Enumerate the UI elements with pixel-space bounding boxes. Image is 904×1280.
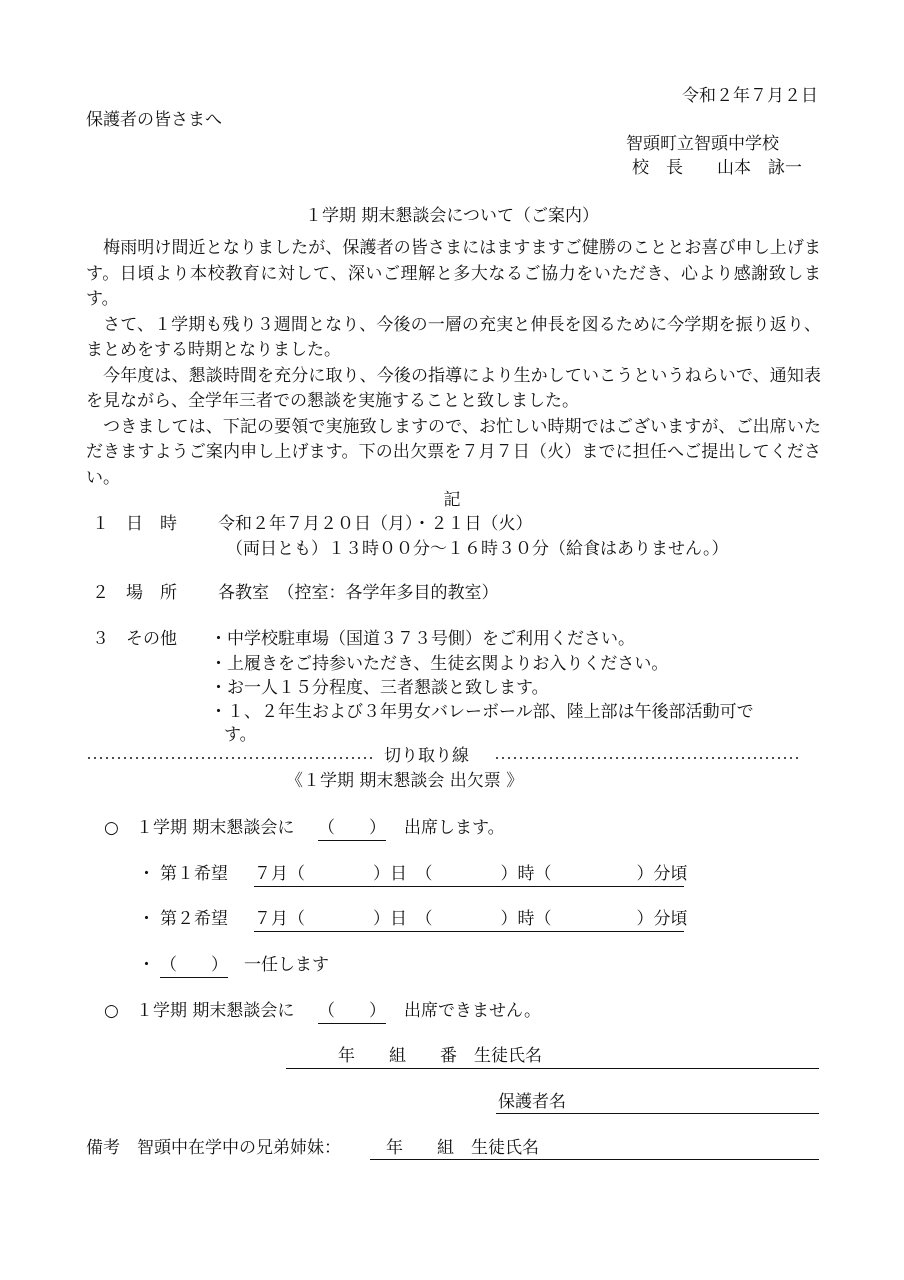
absent-suffix: 出席できません。 bbox=[404, 1001, 542, 1021]
guardian-label: 保護者名 bbox=[498, 1092, 566, 1112]
wish1-time-field[interactable]: ７月（ ）日 （ ）時（ ）分頃 bbox=[254, 866, 684, 887]
student-line-label: 年 組 番 生徒氏名 bbox=[338, 1046, 542, 1066]
sibling-name-field[interactable] bbox=[370, 1159, 819, 1160]
leave-checkbox[interactable]: （ ） bbox=[160, 957, 228, 978]
ki-heading: 記 bbox=[443, 490, 461, 510]
attend-suffix: 出席します。 bbox=[404, 818, 505, 838]
body-text bbox=[86, 236, 821, 491]
sibling-line-label: 年 組 生徒氏名 bbox=[386, 1138, 539, 1158]
absent-checkbox[interactable]: （ ） bbox=[318, 1003, 386, 1024]
document-title: １学期 期末懇談会について（ご案内） bbox=[304, 206, 600, 226]
document-date: 令和２年７月２日 bbox=[682, 86, 818, 106]
item-datetime-label: １ 日 時 bbox=[92, 514, 177, 534]
principal-name: 校 長 山本 詠一 bbox=[632, 158, 802, 178]
attend-checkbox[interactable]: （ ） bbox=[318, 820, 386, 841]
note-label: 備考 智頭中在学中の兄弟姉妹： bbox=[86, 1138, 341, 1158]
body-paragraph: 今年度は、懇談時間を充分に取り、今後の指導により生かしていこうというねらいで、通知表を見ながら、全学年三者での懇談を実施することと致しました。 bbox=[86, 365, 821, 411]
cut-line-dots-right bbox=[494, 757, 800, 759]
absent-mark: ○ bbox=[104, 1001, 119, 1021]
wish1-label: 第１希望 bbox=[160, 864, 228, 884]
attend-mark: ○ bbox=[104, 818, 119, 838]
leave-suffix: 一任します bbox=[244, 955, 329, 975]
school-name: 智頭町立智頭中学校 bbox=[626, 134, 779, 154]
body-paragraph: 梅雨明け間近となりましたが、保護者の皆さまにはますますご健勝のこととお喜び申し上げます。日頃より本校教育に対して、深いご理解と多大なるご協力をいただき、心より感謝致します。 bbox=[86, 238, 821, 309]
attend-prefix: １学期 期末懇談会に bbox=[136, 818, 295, 838]
item-place-value: 各教室 （控室：各学年多目的教室） bbox=[218, 583, 499, 603]
guardian-name-field[interactable] bbox=[496, 1113, 819, 1114]
wish2-bullet: ・ bbox=[138, 909, 155, 929]
recipient: 保護者の皆さまへ bbox=[86, 110, 222, 130]
item-other-label: ３ その他 bbox=[92, 629, 177, 649]
item-other-bullet: ・１、２年生および３年男女バレーボール部、陸上部は午後部活動可で bbox=[210, 702, 754, 722]
item-other-bullet: ・お一人１５分程度、三者懇談と致します。 bbox=[210, 678, 549, 698]
item-other-bullet: ・上履きをご持参いただき、生徒玄関よりお入りください。 bbox=[210, 654, 669, 674]
item-place-label: ２ 場 所 bbox=[92, 583, 177, 603]
form-title: 《１学期 期末懇談会 出欠票 》 bbox=[286, 771, 524, 791]
cut-line-dots-left bbox=[86, 757, 376, 759]
body-paragraph: さて、１学期も残り３週間となり、今後の一層の充実と伸長を図るために今学期を振り返り、まとめをする時期となりました。 bbox=[86, 314, 821, 360]
cut-line bbox=[86, 748, 821, 768]
body-paragraph: つきましては、下記の要領で実施致しますので、お忙しい時期ではございますが、ご出席いただきますようご案内申し上げます。下の出欠票を７月７日（火）までに担任へご提出してください。 bbox=[86, 416, 821, 488]
leave-bullet: ・ bbox=[138, 955, 155, 975]
item-datetime-line1: 令和２年７月２０日（月）・２１日（火） bbox=[218, 514, 533, 534]
cut-line-label: 切り取り線 bbox=[384, 746, 469, 766]
item-other-bullet: す。 bbox=[224, 725, 257, 745]
wish2-time-field[interactable]: ７月（ ）日 （ ）時（ ）分頃 bbox=[254, 911, 684, 932]
absent-prefix: １学期 期末懇談会に bbox=[136, 1001, 295, 1021]
student-name-field[interactable] bbox=[286, 1068, 819, 1069]
wish1-bullet: ・ bbox=[138, 864, 155, 884]
item-datetime-line2: （両日とも）１３時００分～１６時３０分（給食はありません。） bbox=[226, 539, 729, 559]
item-other-bullet: ・中学校駐車場（国道３７３号側）をご利用ください。 bbox=[210, 629, 635, 649]
wish2-label: 第２希望 bbox=[160, 909, 228, 929]
